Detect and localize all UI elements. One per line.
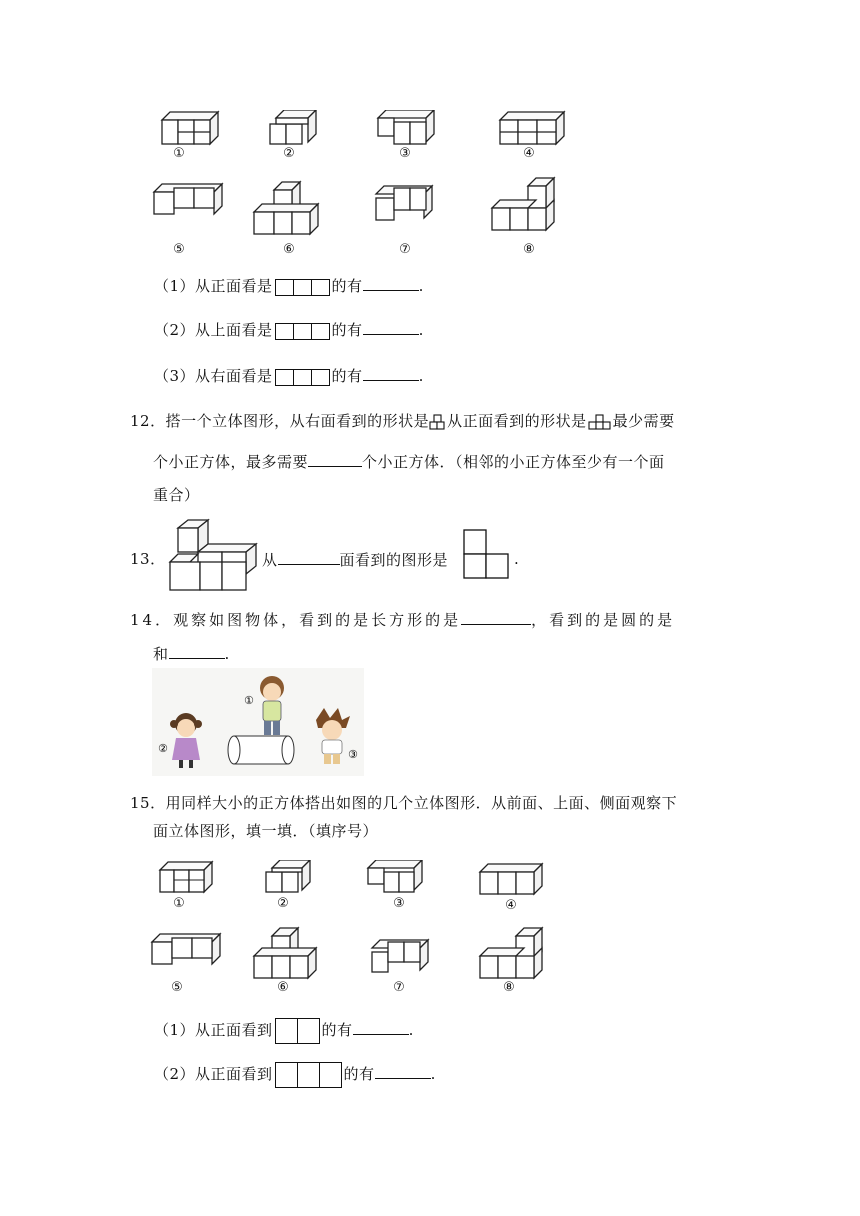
cube-figure-5 bbox=[152, 180, 226, 216]
question-text: （1）从正面看是 bbox=[154, 277, 273, 295]
cube-figure-6 bbox=[252, 180, 320, 236]
figure-label: ⑤ bbox=[171, 980, 183, 995]
figure-label: ⑧ bbox=[503, 980, 515, 995]
figure-label: ③ bbox=[393, 896, 405, 911]
figure-label: ② bbox=[277, 896, 289, 911]
question-13-text: 从 面看到的图形是 bbox=[262, 548, 448, 571]
figure-label: ① bbox=[173, 146, 185, 161]
cube-structure-figure bbox=[168, 518, 260, 594]
question-a3: （3）从右面看是 的有 . bbox=[154, 364, 424, 387]
cube-figure-4 bbox=[478, 862, 544, 896]
cube-figure-1 bbox=[160, 110, 220, 146]
figure-label: ⑦ bbox=[393, 980, 405, 995]
cube-figure-8 bbox=[478, 926, 546, 980]
question-text: （2）从上面看是 bbox=[154, 321, 273, 339]
answer-blank[interactable] bbox=[353, 1018, 409, 1035]
figure-label: ⑤ bbox=[173, 242, 185, 257]
cube-figure-3 bbox=[376, 110, 438, 146]
right-view-shape-icon bbox=[429, 414, 447, 430]
question-text: 的有 bbox=[331, 321, 363, 339]
cube-figure-8 bbox=[490, 176, 560, 232]
figure-label: ② bbox=[283, 146, 295, 161]
front-view-shape-icon bbox=[587, 414, 613, 430]
answer-view-shape bbox=[462, 528, 512, 580]
question-text: （3）从右面看是 bbox=[154, 367, 273, 385]
question-13-number: 13． bbox=[130, 550, 166, 568]
three-square-shape bbox=[275, 279, 330, 296]
boy-figure-1 bbox=[260, 676, 284, 735]
scene-label: ③ bbox=[348, 748, 358, 761]
question-15-line-2: 面立体图形，填一填．（填序号） bbox=[153, 822, 379, 840]
cube-figure-5 bbox=[150, 928, 224, 968]
answer-blank[interactable] bbox=[363, 364, 419, 381]
question-text: 的有 bbox=[331, 367, 363, 385]
observation-scene-image bbox=[152, 668, 364, 776]
cube-figure-7 bbox=[370, 932, 430, 976]
two-square-shape bbox=[275, 1018, 320, 1044]
three-square-shape bbox=[275, 323, 330, 340]
figure-panel-b bbox=[148, 852, 550, 1000]
three-square-shape bbox=[275, 1062, 342, 1088]
figure-label: ⑧ bbox=[523, 242, 535, 257]
question-14-line-1: 14．观察如图物体，看到的是长方形的是 ，看到的是圆的是 bbox=[130, 608, 675, 631]
answer-blank[interactable] bbox=[363, 274, 419, 291]
figure-label: ⑥ bbox=[277, 980, 289, 995]
figure-label: ⑥ bbox=[283, 242, 295, 257]
figure-label: ⑦ bbox=[399, 242, 411, 257]
question-a1: （1）从正面看是 的有 . bbox=[154, 274, 424, 297]
three-square-shape bbox=[275, 369, 330, 386]
cube-figure-4 bbox=[498, 110, 568, 146]
figure-panel-a bbox=[148, 100, 568, 265]
question-12-line-2: 个小正方体，最多需要 个小正方体．（相邻的小正方体至少有一个面 bbox=[153, 450, 665, 473]
cube-figure-1 bbox=[158, 860, 214, 894]
answer-blank[interactable] bbox=[278, 548, 340, 565]
cylinder-object bbox=[228, 736, 294, 764]
scene-label: ① bbox=[244, 694, 254, 707]
cube-figure-6 bbox=[252, 926, 318, 980]
answer-blank[interactable] bbox=[308, 450, 362, 467]
question-a2: （2）从上面看是 的有 . bbox=[154, 318, 424, 341]
figure-label: ③ bbox=[399, 146, 411, 161]
question-15-line-1: 15．用同样大小的正方体搭出如图的几个立体图形．从前面、上面、侧面观察下 bbox=[130, 794, 678, 812]
answer-blank[interactable] bbox=[375, 1062, 431, 1079]
girl-figure-2 bbox=[170, 713, 202, 768]
answer-blank[interactable] bbox=[363, 318, 419, 335]
question-15-sub-1: （1）从正面看到 的有 . bbox=[154, 1018, 414, 1044]
question-12-line-3: 重合） bbox=[153, 486, 200, 504]
question-14-line-2: 和 . bbox=[153, 642, 230, 665]
figure-label: ① bbox=[173, 896, 185, 911]
cube-figure-2 bbox=[264, 860, 312, 894]
question-12-line-1: 12．搭一个立体图形，从右面看到的形状是 从正面看到的形状是 最少需要 bbox=[130, 412, 675, 430]
question-15-sub-2: （2）从正面看到 的有 . bbox=[154, 1062, 436, 1088]
figure-label: ④ bbox=[505, 898, 517, 913]
answer-blank[interactable] bbox=[461, 608, 531, 625]
figure-label: ④ bbox=[523, 146, 535, 161]
scene-label: ② bbox=[158, 742, 168, 755]
answer-blank[interactable] bbox=[169, 642, 225, 659]
cube-figure-3 bbox=[366, 860, 426, 894]
cube-figure-2 bbox=[268, 110, 320, 146]
question-text: 的有 bbox=[331, 277, 363, 295]
boy-figure-3 bbox=[316, 708, 350, 764]
question-13-period: . bbox=[514, 550, 520, 568]
cube-figure-7 bbox=[374, 180, 436, 224]
